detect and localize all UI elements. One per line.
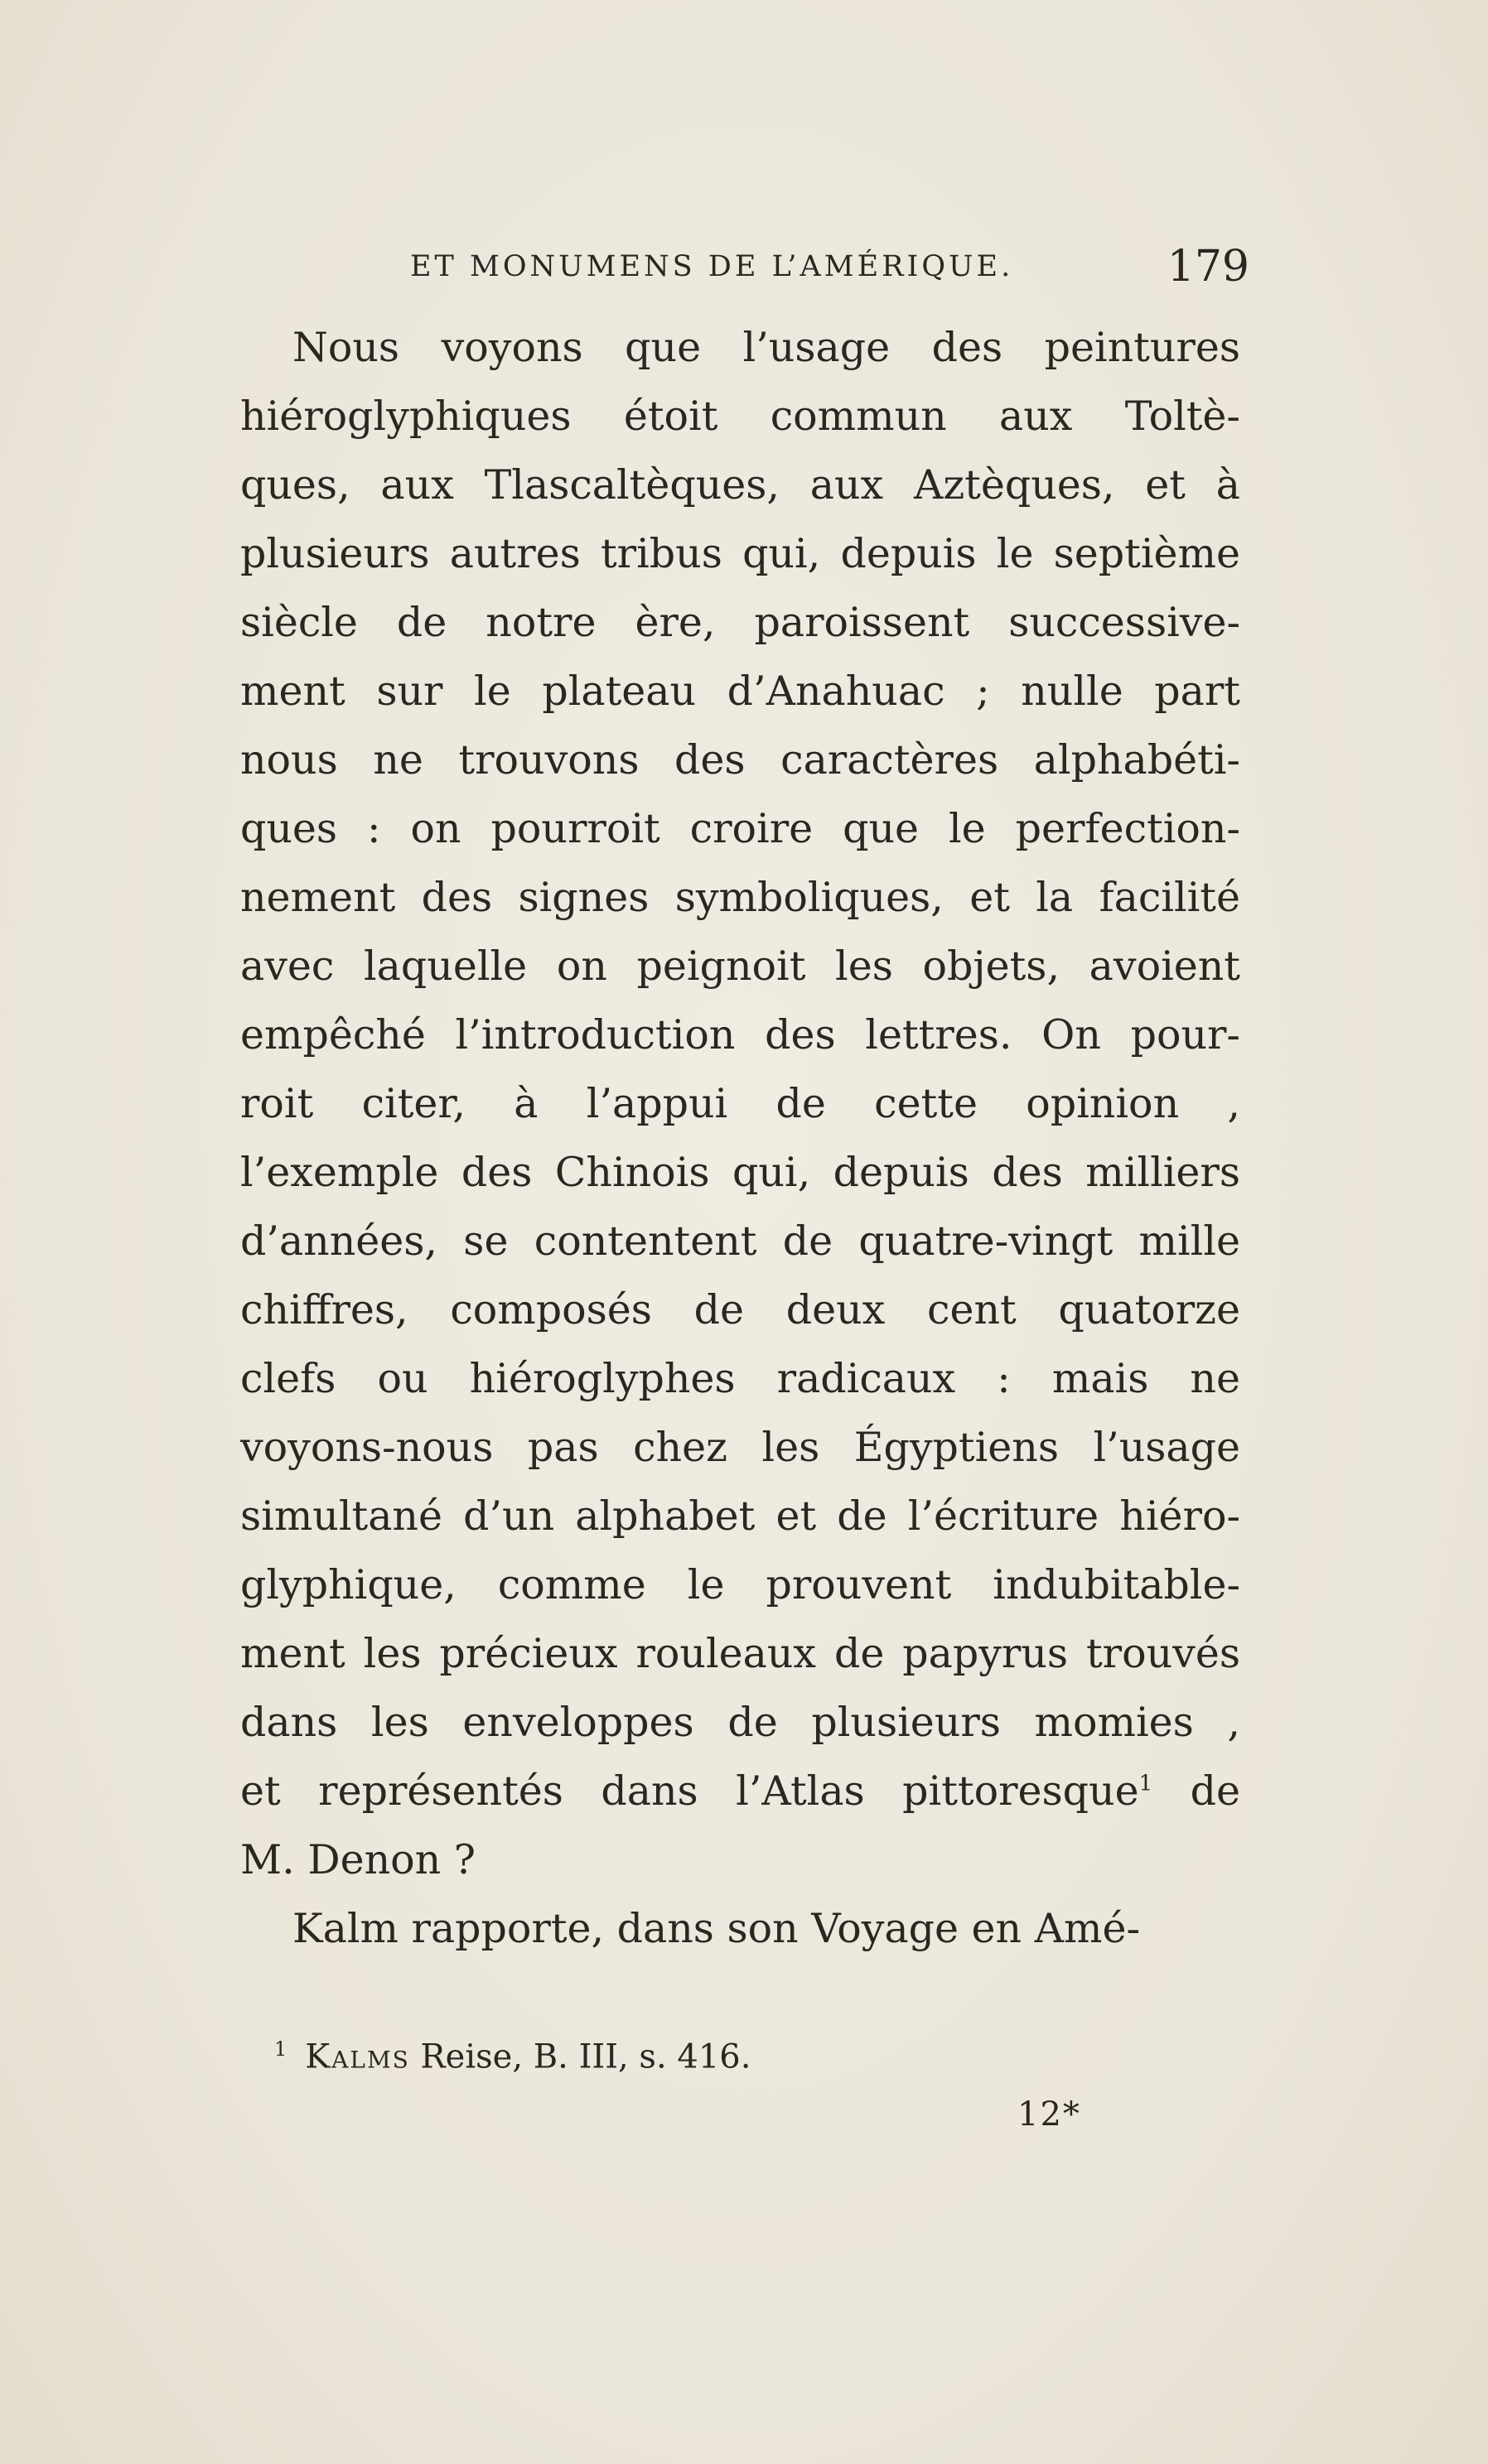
body-text — [240, 313, 1240, 1963]
text-line: ment sur le plateau d’Anahuac ; nulle part — [240, 668, 1240, 715]
footnote-mark: 1 — [274, 2037, 287, 2061]
text-fragment: de — [1152, 1767, 1240, 1815]
text-line: ques : on pourroit croire que le perfection- — [240, 805, 1240, 852]
text-line: Kalm rapporte, dans son Voyage en Amé- — [292, 1905, 1141, 1952]
text-line: ques, aux Tlascaltèques, aux Aztèques, et à — [240, 461, 1240, 509]
text-line: empêché l’introduction des lettres. On pour- — [240, 1011, 1240, 1058]
text-line: nement des signes symboliques, et la facilité — [240, 874, 1240, 921]
footnote-reference: 1 — [1138, 1771, 1153, 1796]
text-line: siècle de notre ère, paroissent successive- — [240, 599, 1240, 646]
text-line: clefs ou hiéroglyphes radicaux : mais ne — [240, 1355, 1240, 1402]
text-line: hiéroglyphiques étoit commun aux Toltè- — [240, 393, 1240, 440]
page-number: 179 — [1167, 242, 1249, 292]
page-header — [410, 242, 1249, 292]
text-line: ment les précieux rouleaux de papyrus trouvés — [240, 1630, 1240, 1677]
text-line: Nous voyons que l’usage des peintures — [292, 324, 1240, 371]
footnote-author: Kalms — [305, 2037, 410, 2076]
text-line: dans les enveloppes de plusieurs momies , — [240, 1699, 1240, 1746]
text-line: M. Denon ? — [240, 1836, 476, 1883]
text-line-with-footnote-ref — [240, 1757, 1240, 1825]
text-line: plusieurs autres tribus qui, depuis le septième — [240, 530, 1240, 577]
text-line: roit citer, à l’appui de cette opinion , — [240, 1080, 1240, 1127]
text-fragment: et représentés dans l’Atlas pittoresque — [240, 1767, 1139, 1815]
signature-mark: 12* — [1017, 2095, 1081, 2134]
text-line: l’exemple des Chinois qui, depuis des milliers — [240, 1149, 1240, 1196]
footnote-text: Reise, B. III, s. 416. — [409, 2037, 751, 2076]
text-line: avec laquelle on peignoit les objets, avoient — [240, 943, 1240, 990]
text-line: simultané d’un alphabet et de l’écriture hiéro- — [240, 1492, 1240, 1540]
running-title: ET MONUMENS DE L’AMÉRIQUE. — [410, 250, 1014, 283]
text-line: glyphique, comme le prouvent indubitable- — [240, 1561, 1240, 1608]
text-line: chiffres, composés de deux cent quatorze — [240, 1286, 1240, 1333]
text-line: d’années, se contentent de quatre-vingt mille — [240, 1218, 1240, 1265]
text-line: nous ne trouvons des caractères alphabéti- — [240, 736, 1240, 784]
text-line: voyons-nous pas chez les Égyptiens l’usage — [240, 1424, 1240, 1471]
footnote — [274, 2037, 1020, 2076]
